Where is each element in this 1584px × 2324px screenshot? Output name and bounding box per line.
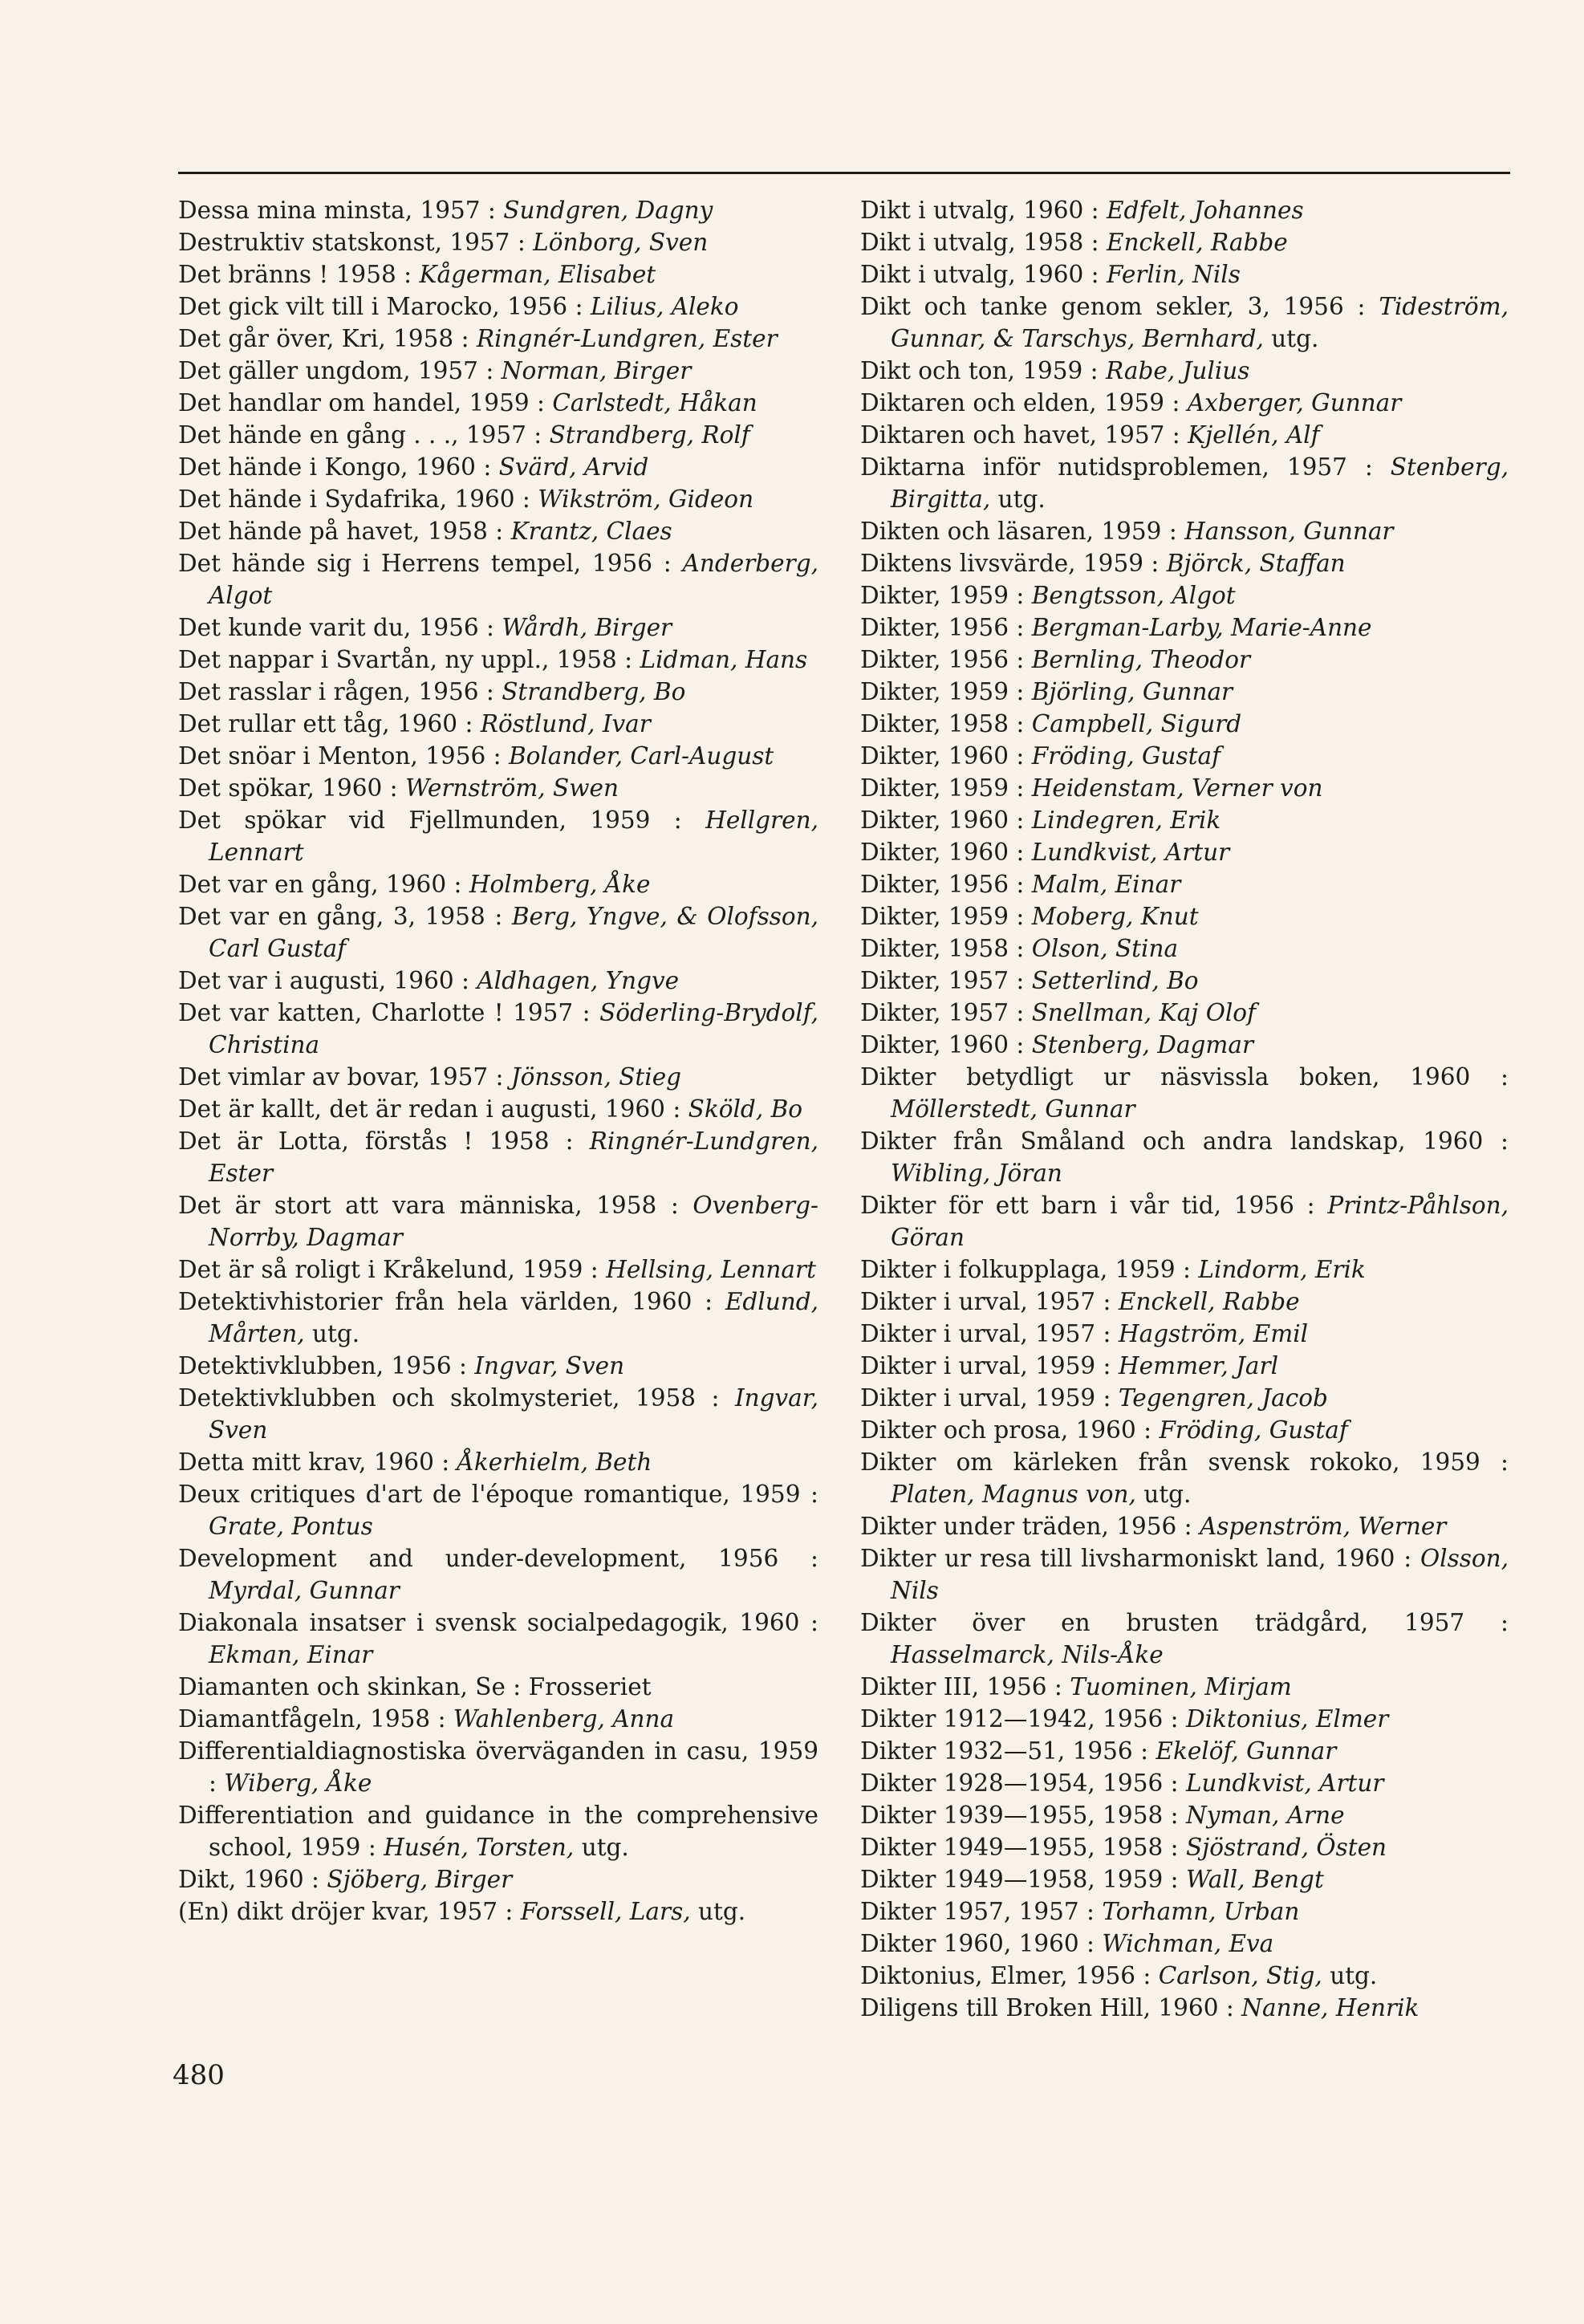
entry-title: Dikter betydligt ur näsvissla boken, 1960 : bbox=[860, 1063, 1509, 1091]
entry-author: Wibling, Jöran bbox=[891, 1160, 1062, 1187]
entry-title: Dikter i urval, 1959 : bbox=[860, 1384, 1111, 1412]
index-entry bbox=[860, 868, 1509, 900]
entry-author: Moberg, Knut bbox=[1031, 903, 1199, 930]
index-entry bbox=[178, 868, 818, 900]
index-entry bbox=[860, 1960, 1509, 1992]
entry-author: Diktonius, Elmer bbox=[1185, 1705, 1389, 1733]
entry-author: Lindegren, Erik bbox=[1031, 806, 1221, 834]
entry-author: Forssell, Lars, bbox=[520, 1898, 691, 1925]
entry-title: Dikter 1960, 1960 : bbox=[860, 1930, 1095, 1957]
entry-author: Myrdal, Gunnar bbox=[209, 1577, 400, 1604]
entry-author: Husén, Torsten, bbox=[384, 1834, 575, 1861]
entry-title: Dikter, 1960 : bbox=[860, 806, 1025, 834]
index-entry bbox=[860, 772, 1509, 804]
index-entry bbox=[860, 1061, 1509, 1125]
entry-author: Setterlind, Bo bbox=[1031, 967, 1199, 994]
index-entry bbox=[178, 804, 818, 868]
index-entry bbox=[860, 1799, 1509, 1831]
index-entry bbox=[860, 1928, 1509, 1960]
entry-title: Dikter under träden, 1956 : bbox=[860, 1513, 1192, 1540]
index-entry bbox=[178, 1446, 818, 1478]
entry-title: Det hände sig i Herrens tempel, 1956 : bbox=[178, 550, 672, 577]
index-entry bbox=[178, 1735, 818, 1799]
index-entry bbox=[178, 1542, 818, 1607]
entry-title: Dikter, 1960 : bbox=[860, 839, 1025, 866]
entry-author: Ekelöf, Gunnar bbox=[1156, 1737, 1337, 1765]
entry-title: Dikter i urval, 1959 : bbox=[860, 1352, 1111, 1379]
entry-author: Wikström, Gideon bbox=[538, 486, 754, 513]
entry-author: Lilius, Aleko bbox=[590, 293, 739, 320]
entry-author: Ringnér-Lundgren, Ester bbox=[476, 325, 778, 352]
entry-title: Dikter, 1957 : bbox=[860, 967, 1025, 994]
index-entry bbox=[860, 1863, 1509, 1895]
entry-author: Sköld, Bo bbox=[688, 1095, 803, 1123]
entry-title: Dikter, 1956 : bbox=[860, 871, 1025, 898]
entry-title: Dikter, 1956 : bbox=[860, 614, 1025, 641]
entry-title: Det är kallt, det är redan i augusti, 1960 : bbox=[178, 1095, 681, 1123]
entry-title: Det var en gång, 3, 1958 : bbox=[178, 903, 503, 930]
entry-author: Bernling, Theodor bbox=[1031, 646, 1251, 673]
entry-author: Edlund, Mårten, bbox=[209, 1288, 818, 1347]
index-entry bbox=[860, 1671, 1509, 1703]
entry-author: Bengtsson, Algot bbox=[1031, 582, 1236, 609]
index-entry bbox=[860, 419, 1509, 451]
entry-title: Dikter för ett barn i vår tid, 1956 : bbox=[860, 1192, 1315, 1219]
entry-author: Sundgren, Dagny bbox=[503, 197, 713, 224]
entry-author: Bergman-Larby, Marie-Anne bbox=[1031, 614, 1372, 641]
entry-title: Dikt, 1960 : bbox=[178, 1866, 319, 1893]
entry-suffix: utg. bbox=[1322, 1962, 1378, 1989]
entry-title: Dikter om kärleken från svensk rokoko, 1959 : bbox=[860, 1448, 1509, 1476]
entry-author: Norman, Birger bbox=[501, 357, 692, 384]
entry-author: Möllerstedt, Gunnar bbox=[891, 1095, 1135, 1123]
entry-author: Bolander, Carl-August bbox=[508, 742, 774, 770]
entry-author: Platen, Magnus von, bbox=[891, 1481, 1136, 1508]
entry-author: Berg, Yngve, & Olofsson, Carl Gustaf bbox=[209, 903, 818, 962]
index-entry bbox=[860, 1414, 1509, 1446]
index-entry bbox=[178, 997, 818, 1061]
index-entry bbox=[178, 965, 818, 997]
index-entry bbox=[860, 740, 1509, 772]
entry-author: Carlson, Stig, bbox=[1158, 1962, 1322, 1989]
entry-author: Wernström, Swen bbox=[405, 774, 619, 802]
entry-title: Dikter, 1959 : bbox=[860, 774, 1025, 802]
entry-author: Wall, Bengt bbox=[1185, 1866, 1324, 1893]
index-entry bbox=[178, 1253, 818, 1286]
entry-title: Dikter från Småland och andra landskap, 1960 : bbox=[860, 1127, 1509, 1155]
entry-title: Dikter 1932—51, 1956 : bbox=[860, 1737, 1149, 1765]
entry-title: Dikter, 1960 : bbox=[860, 1031, 1025, 1058]
left-column bbox=[178, 194, 818, 1928]
entry-title: Det hände i Sydafrika, 1960 : bbox=[178, 486, 530, 513]
entry-title: Dikter, 1956 : bbox=[860, 646, 1025, 673]
entry-title: Differentiation and guidance in the comprehensive school, 1959 : bbox=[178, 1802, 818, 1861]
entry-author: Wårdh, Birger bbox=[502, 614, 672, 641]
entry-author: Söderling-Brydolf, Christina bbox=[209, 999, 818, 1058]
header-rule bbox=[178, 172, 1510, 174]
index-entry bbox=[860, 997, 1509, 1029]
index-entry bbox=[178, 226, 818, 258]
index-entry bbox=[178, 451, 818, 483]
index-entry bbox=[860, 1286, 1509, 1318]
entry-title: Det gick vilt till i Marocko, 1956 : bbox=[178, 293, 583, 320]
entry-author: Sjöstrand, Östen bbox=[1185, 1834, 1387, 1861]
index-entry bbox=[860, 579, 1509, 611]
page-number: 480 bbox=[173, 2059, 225, 2091]
entry-title: Dikter 1949—1958, 1959 : bbox=[860, 1866, 1179, 1893]
entry-author: Åkerhielm, Beth bbox=[457, 1448, 652, 1476]
index-entry bbox=[178, 772, 818, 804]
entry-author: Aldhagen, Yngve bbox=[477, 967, 680, 994]
entry-title: Det kunde varit du, 1956 : bbox=[178, 614, 494, 641]
entry-author: Lönborg, Sven bbox=[533, 229, 709, 256]
entry-title: Dikter över en brusten trädgård, 1957 : bbox=[860, 1609, 1509, 1636]
index-entry bbox=[860, 355, 1509, 387]
entry-title: Dikt i utvalg, 1960 : bbox=[860, 261, 1099, 288]
entry-title: Det är Lotta, förstås ! 1958 : bbox=[178, 1127, 574, 1155]
entry-title: Diamanten och skinkan, Se : Frosseriet bbox=[178, 1673, 652, 1700]
entry-author: Holmberg, Åke bbox=[469, 871, 651, 898]
entry-author: Hellgren, Lennart bbox=[209, 806, 818, 866]
index-entry bbox=[178, 1478, 818, 1542]
entry-title: Diktaren och elden, 1959 : bbox=[860, 389, 1180, 416]
entry-author: Hagström, Emil bbox=[1118, 1320, 1309, 1347]
entry-title: Dikter 1957, 1957 : bbox=[860, 1898, 1095, 1925]
index-entry bbox=[860, 1703, 1509, 1735]
entry-title: Dikter, 1960 : bbox=[860, 742, 1025, 770]
index-entry bbox=[178, 1093, 818, 1125]
entry-title: Deux critiques d'art de l'époque romantique, 1959 : bbox=[178, 1481, 818, 1508]
index-entry bbox=[860, 1735, 1509, 1767]
entry-author: Heidenstam, Verner von bbox=[1031, 774, 1323, 802]
index-entry bbox=[860, 900, 1509, 932]
entry-title: Diktens livsvärde, 1959 : bbox=[860, 550, 1160, 577]
index-entry bbox=[178, 515, 818, 547]
entry-author: Strandberg, Rolf bbox=[549, 421, 750, 449]
index-entry bbox=[178, 900, 818, 965]
index-entry bbox=[178, 483, 818, 515]
entry-author: Olsson, Nils bbox=[891, 1545, 1509, 1604]
entry-author: Carlstedt, Håkan bbox=[552, 389, 757, 416]
entry-title: Dikt i utvalg, 1960 : bbox=[860, 197, 1099, 224]
entry-title: Dikter 1928—1954, 1956 : bbox=[860, 1769, 1179, 1797]
entry-title: Dikter i urval, 1957 : bbox=[860, 1288, 1111, 1315]
entry-author: Krantz, Claes bbox=[510, 518, 672, 545]
entry-author: Sjöberg, Birger bbox=[327, 1866, 513, 1893]
entry-author: Hellsing, Lennart bbox=[606, 1256, 816, 1283]
entry-title: Det hände på havet, 1958 : bbox=[178, 518, 504, 545]
entry-author: Ringnér-Lundgren, Ester bbox=[209, 1127, 818, 1187]
entry-title: Det spökar vid Fjellmunden, 1959 : bbox=[178, 806, 682, 834]
index-entry bbox=[178, 1382, 818, 1446]
index-entry bbox=[860, 1542, 1509, 1607]
entry-author: Printz-Påhlson, Göran bbox=[891, 1192, 1509, 1251]
entry-author: Fröding, Gustaf bbox=[1159, 1416, 1348, 1444]
entry-title: Dikter i urval, 1957 : bbox=[860, 1320, 1111, 1347]
index-entry bbox=[178, 611, 818, 644]
index-entry bbox=[860, 1895, 1509, 1928]
entry-suffix: utg. bbox=[990, 486, 1046, 513]
index-entry bbox=[860, 644, 1509, 676]
index-entry bbox=[178, 547, 818, 611]
entry-title: Det var i augusti, 1960 : bbox=[178, 967, 469, 994]
entry-title: Diktarna inför nutidsproblemen, 1957 : bbox=[860, 453, 1373, 481]
entry-title: Diligens till Broken Hill, 1960 : bbox=[860, 1994, 1234, 2021]
entry-title: Dikter ur resa till livsharmoniskt land, 1960 : bbox=[860, 1545, 1412, 1572]
index-entry bbox=[860, 676, 1509, 708]
index-entry bbox=[178, 1061, 818, 1093]
entry-title: Dikt i utvalg, 1958 : bbox=[860, 229, 1099, 256]
entry-suffix: utg. bbox=[1135, 1481, 1192, 1508]
index-entry bbox=[860, 387, 1509, 419]
entry-title: Detektivklubben och skolmysteriet, 1958 : bbox=[178, 1384, 720, 1412]
entry-title: Det snöar i Menton, 1956 : bbox=[178, 742, 502, 770]
entry-author: Kjellén, Alf bbox=[1188, 421, 1320, 449]
entry-author: Nanne, Henrik bbox=[1241, 1994, 1420, 2021]
index-entry bbox=[178, 258, 818, 290]
index-entry bbox=[178, 708, 818, 740]
index-entry bbox=[860, 965, 1509, 997]
index-entry bbox=[178, 1703, 818, 1735]
index-entry bbox=[860, 1831, 1509, 1863]
entry-title: Det är så roligt i Kråkelund, 1959 : bbox=[178, 1256, 599, 1283]
entry-author: Stenberg, Dagmar bbox=[1031, 1031, 1254, 1058]
entry-title: Dikter 1949—1955, 1958 : bbox=[860, 1834, 1179, 1861]
entry-author: Nyman, Arne bbox=[1185, 1802, 1345, 1829]
index-entry bbox=[178, 355, 818, 387]
entry-author: Hemmer, Jarl bbox=[1118, 1352, 1279, 1379]
entry-title: Dikter 1912—1942, 1956 : bbox=[860, 1705, 1179, 1733]
entry-author: Fröding, Gustaf bbox=[1031, 742, 1221, 770]
entry-title: Det rullar ett tåg, 1960 : bbox=[178, 710, 473, 737]
entry-author: Tegengren, Jacob bbox=[1118, 1384, 1328, 1412]
entry-title: Dikter och prosa, 1960 : bbox=[860, 1416, 1152, 1444]
entry-title: Dikter, 1959 : bbox=[860, 582, 1025, 609]
index-entry bbox=[178, 1895, 818, 1928]
index-entry bbox=[178, 676, 818, 708]
entry-author: Olson, Stina bbox=[1031, 935, 1179, 962]
entry-author: Anderberg, Algot bbox=[209, 550, 818, 609]
index-entry bbox=[178, 1799, 818, 1863]
entry-title: Det går över, Kri, 1958 : bbox=[178, 325, 469, 352]
entry-author: Ovenberg-Norrby, Dagmar bbox=[209, 1192, 818, 1251]
entry-title: Det var katten, Charlotte ! 1957 : bbox=[178, 999, 591, 1026]
entry-suffix: utg. bbox=[1263, 325, 1319, 352]
index-entry bbox=[860, 1029, 1509, 1061]
entry-title: Detektivhistorier från hela världen, 1960 : bbox=[178, 1288, 713, 1315]
entry-author: Tideström, Gunnar, & Tarschys, Bernhard, bbox=[891, 293, 1509, 352]
entry-title: Dikt och ton, 1959 : bbox=[860, 357, 1099, 384]
entry-title: Dikter, 1957 : bbox=[860, 999, 1025, 1026]
index-entry bbox=[860, 1607, 1509, 1671]
entry-author: Lundkvist, Artur bbox=[1185, 1769, 1384, 1797]
entry-title: Destruktiv statskonst, 1957 : bbox=[178, 229, 526, 256]
entry-author: Wahlenberg, Anna bbox=[453, 1705, 675, 1733]
entry-title: Dikter III, 1956 : bbox=[860, 1673, 1062, 1700]
entry-author: Ekman, Einar bbox=[209, 1641, 373, 1668]
entry-author: Strandberg, Bo bbox=[502, 678, 686, 705]
entry-author: Edfelt, Johannes bbox=[1106, 197, 1304, 224]
index-entry bbox=[860, 258, 1509, 290]
index-entry bbox=[860, 932, 1509, 965]
entry-title: Det gäller ungdom, 1957 : bbox=[178, 357, 494, 384]
entry-author: Enckell, Rabbe bbox=[1106, 229, 1288, 256]
index-entry bbox=[860, 1318, 1509, 1350]
index-entry bbox=[860, 611, 1509, 644]
index-entry bbox=[860, 1350, 1509, 1382]
index-entry bbox=[178, 1607, 818, 1671]
entry-title: Det var en gång, 1960 : bbox=[178, 871, 462, 898]
entry-author: Wiberg, Åke bbox=[224, 1769, 372, 1797]
index-entry bbox=[178, 419, 818, 451]
index-entry bbox=[860, 451, 1509, 515]
entry-author: Enckell, Rabbe bbox=[1118, 1288, 1300, 1315]
entry-author: Lindorm, Erik bbox=[1198, 1256, 1366, 1283]
entry-title: Det vimlar av bovar, 1957 : bbox=[178, 1063, 504, 1091]
entry-title: Det nappar i Svartån, ny uppl., 1958 : bbox=[178, 646, 633, 673]
entry-author: Aspenström, Werner bbox=[1200, 1513, 1447, 1540]
entry-title: Dikter, 1959 : bbox=[860, 903, 1025, 930]
index-entry bbox=[860, 1992, 1509, 2024]
index-entry bbox=[860, 1767, 1509, 1799]
entry-author: Lidman, Hans bbox=[640, 646, 808, 673]
entry-author: Björck, Staffan bbox=[1166, 550, 1346, 577]
entry-title: Dikter, 1959 : bbox=[860, 678, 1025, 705]
index-entry bbox=[860, 290, 1509, 355]
index-entry bbox=[178, 1350, 818, 1382]
entry-author: Hansson, Gunnar bbox=[1184, 518, 1394, 545]
entry-title: Det handlar om handel, 1959 : bbox=[178, 389, 545, 416]
entry-title: Dikter, 1958 : bbox=[860, 710, 1025, 737]
index-entry bbox=[178, 1671, 818, 1703]
index-entry bbox=[860, 1253, 1509, 1286]
index-entry bbox=[178, 1863, 818, 1895]
index-entry bbox=[178, 290, 818, 323]
index-entry bbox=[178, 1189, 818, 1253]
entry-author: Lundkvist, Artur bbox=[1031, 839, 1230, 866]
entry-title: Diakonala insatser i svensk socialpedagogik, 1960 : bbox=[178, 1609, 818, 1636]
entry-author: Stenberg, Birgitta, bbox=[891, 453, 1509, 513]
entry-author: Ingvar, Sven bbox=[209, 1384, 818, 1444]
index-entry bbox=[178, 740, 818, 772]
entry-title: Detta mitt krav, 1960 : bbox=[178, 1448, 450, 1476]
entry-author: Ingvar, Sven bbox=[474, 1352, 625, 1379]
entry-author: Malm, Einar bbox=[1031, 871, 1181, 898]
index-entry bbox=[860, 547, 1509, 579]
entry-title: Dikter i folkupplaga, 1959 : bbox=[860, 1256, 1191, 1283]
index-entry bbox=[860, 1446, 1509, 1510]
entry-title: Det är stort att vara människa, 1958 : bbox=[178, 1192, 679, 1219]
entry-title: Det bränns ! 1958 : bbox=[178, 261, 412, 288]
index-entry bbox=[178, 1125, 818, 1189]
index-entry bbox=[178, 644, 818, 676]
entry-author: Rabe, Julius bbox=[1106, 357, 1250, 384]
entry-title: Diamantfågeln, 1958 : bbox=[178, 1705, 446, 1733]
entry-title: Differentialdiagnostiska överväganden in casu, 1959 : bbox=[178, 1737, 818, 1797]
index-entry bbox=[860, 194, 1509, 226]
index-entry bbox=[178, 194, 818, 226]
entry-author: Tuominen, Mirjam bbox=[1070, 1673, 1292, 1700]
entry-author: Björling, Gunnar bbox=[1031, 678, 1233, 705]
entry-author: Grate, Pontus bbox=[209, 1513, 373, 1540]
entry-title: Det hände i Kongo, 1960 : bbox=[178, 453, 492, 481]
entry-suffix: utg. bbox=[304, 1320, 360, 1347]
entry-author: Ferlin, Nils bbox=[1106, 261, 1241, 288]
index-entry bbox=[860, 1189, 1509, 1253]
entry-title: Detektivklubben, 1956 : bbox=[178, 1352, 467, 1379]
entry-author: Wichman, Eva bbox=[1102, 1930, 1274, 1957]
index-entry bbox=[178, 1286, 818, 1350]
entry-author: Hasselmarck, Nils-Åke bbox=[891, 1641, 1164, 1668]
entry-title: Dikter 1939—1955, 1958 : bbox=[860, 1802, 1179, 1829]
index-entry bbox=[178, 387, 818, 419]
entry-author: Torhamn, Urban bbox=[1102, 1898, 1300, 1925]
index-entry bbox=[860, 226, 1509, 258]
entry-title: Dikter, 1958 : bbox=[860, 935, 1025, 962]
entry-suffix: utg. bbox=[690, 1898, 746, 1925]
index-entry bbox=[860, 708, 1509, 740]
entry-title: Det hände en gång . . ., 1957 : bbox=[178, 421, 542, 449]
entry-author: Svärd, Arvid bbox=[498, 453, 649, 481]
entry-title: Det spökar, 1960 : bbox=[178, 774, 398, 802]
entry-title: Dessa mina minsta, 1957 : bbox=[178, 197, 496, 224]
entry-author: Kågerman, Elisabet bbox=[419, 261, 656, 288]
index-entry bbox=[860, 836, 1509, 868]
entry-title: Diktaren och havet, 1957 : bbox=[860, 421, 1180, 449]
entry-author: Axberger, Gunnar bbox=[1187, 389, 1402, 416]
entry-author: Snellman, Kaj Olof bbox=[1031, 999, 1256, 1026]
right-column bbox=[860, 194, 1509, 2024]
entry-title: Development and under-development, 1956 : bbox=[178, 1545, 818, 1572]
entry-author: Campbell, Sigurd bbox=[1031, 710, 1242, 737]
entry-author: Jönsson, Stieg bbox=[510, 1063, 682, 1091]
index-entry bbox=[860, 1125, 1509, 1189]
entry-author: Röstlund, Ivar bbox=[480, 710, 651, 737]
index-entry bbox=[860, 1510, 1509, 1542]
entry-title: (En) dikt dröjer kvar, 1957 : bbox=[178, 1898, 514, 1925]
entry-title: Dikten och läsaren, 1959 : bbox=[860, 518, 1177, 545]
entry-suffix: utg. bbox=[574, 1834, 629, 1861]
index-entry bbox=[860, 515, 1509, 547]
index-entry bbox=[178, 323, 818, 355]
index-entry bbox=[860, 804, 1509, 836]
entry-title: Dikt och tanke genom sekler, 3, 1956 : bbox=[860, 293, 1366, 320]
index-entry bbox=[860, 1382, 1509, 1414]
entry-title: Det rasslar i rågen, 1956 : bbox=[178, 678, 494, 705]
entry-title: Diktonius, Elmer, 1956 : bbox=[860, 1962, 1151, 1989]
